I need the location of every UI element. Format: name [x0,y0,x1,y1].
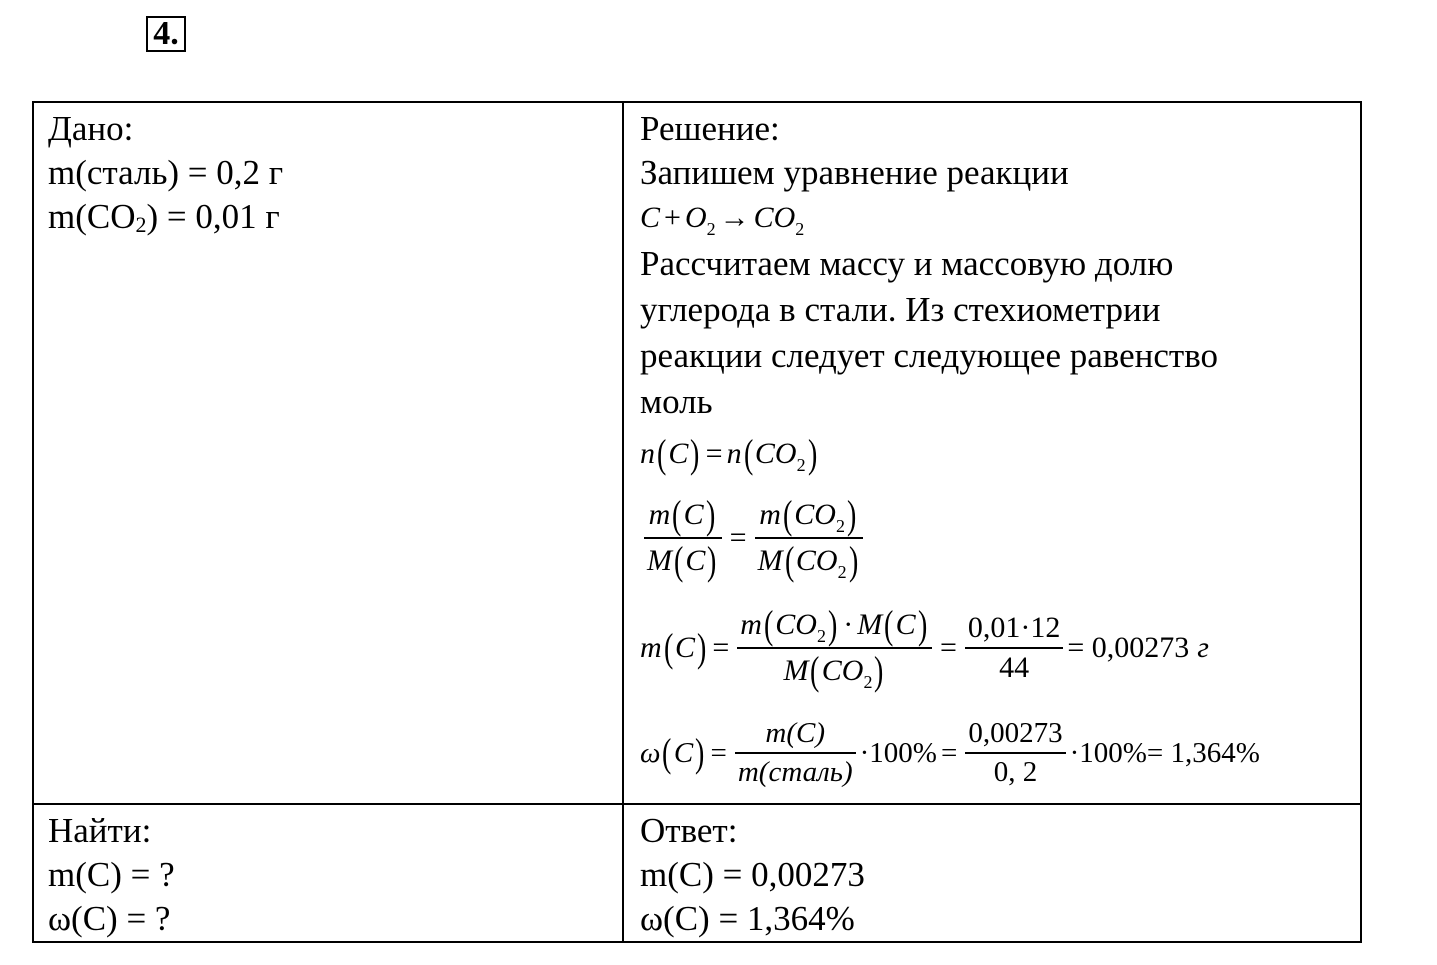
eq5-multiplier: ·100% [1069,736,1147,769]
eq4-result: = 0,00273 [1067,631,1190,664]
eq4-unit: г [1197,631,1210,664]
given-co2-suffix: ) = 0,01 г [146,197,280,236]
equation-mass-fraction: ω ( C ) = $\frac{m(C)}{\text{m(сталь)}}$ ·100% = $\frac{0,00273}{0, 2}$ ·100% = 1,364% [640,717,1260,788]
fraction [965,611,1064,685]
equation-mass-ratio: m ( C ) M ( C ) = m ( $CO_2$ ) M ( $CO_2$ ) [640,483,1360,593]
find-line: ω(C) = ? [48,899,171,938]
equation-carbon-mass: m ( C ) = m ( $CO_2$ ) · M ( C ) M ( $CO_2$ ) = $\frac{0,01\cdot 12}{44}$ = 0,00273 г [640,602,1210,693]
given-co2-subscript: 2 [135,212,147,237]
solution-intro: Запишем уравнение реакции [640,153,1069,192]
fraction [965,717,1065,789]
eq5-numerator: m(C) [765,717,826,749]
answer-line: ω(C) = 1,364% [640,899,855,938]
solution-text-line: моль [640,382,713,421]
eq5-multiplier: ·100% [859,736,937,769]
solution-text [640,241,1360,425]
solution-cell [623,102,1361,804]
eq5-mid-numerator: 0,00273 [968,717,1063,749]
eq4-denominator: 44 [999,651,1030,684]
solution-text-line: Рассчитаем массу и массовую долю [640,244,1174,283]
fraction: m ( $CO_2$ ) · M ( C ) M ( $CO_2$ ) [737,605,932,691]
find-line: m(C) = ? [48,855,175,894]
solution-header: Решение: [640,109,780,148]
equation-moles: n ( C ) = n ( $CO_2$ ) [640,431,817,476]
solution-text-line: углерода в стали. Из стехиометрии [640,290,1161,329]
eq4-numerator: 0,01·12 [967,611,1061,644]
given-cell [33,102,623,804]
answer-header: Ответ: [640,811,738,850]
given-co2-prefix: m(CO [48,197,136,236]
given-line-steel-mass: m(сталь) = 0,2 г [48,153,284,192]
answer-line: m(C) = 0,00273 [640,855,865,894]
eq5-denominator: m(сталь) [737,756,853,788]
fraction: m ( C ) M ( C ) [644,495,722,581]
fraction [735,717,856,789]
given-header: Дано: [48,109,134,148]
find-cell [33,804,623,942]
problem-number: 4. [146,16,186,52]
reaction-equation: C + $O_2$ → $CO_2$ [640,201,805,239]
fraction: m ( $CO_2$ ) M ( $CO_2$ ) [755,495,863,581]
solution-text-line: реакции следует следующее равенство [640,336,1218,375]
eq5-mid-denominator: 0, 2 [993,756,1038,788]
solution-table [32,101,1362,943]
given-line-co2-mass [48,195,622,239]
eq5-result: = 1,364% [1146,736,1260,769]
answer-cell [623,804,1361,942]
find-header: Найти: [48,811,152,850]
